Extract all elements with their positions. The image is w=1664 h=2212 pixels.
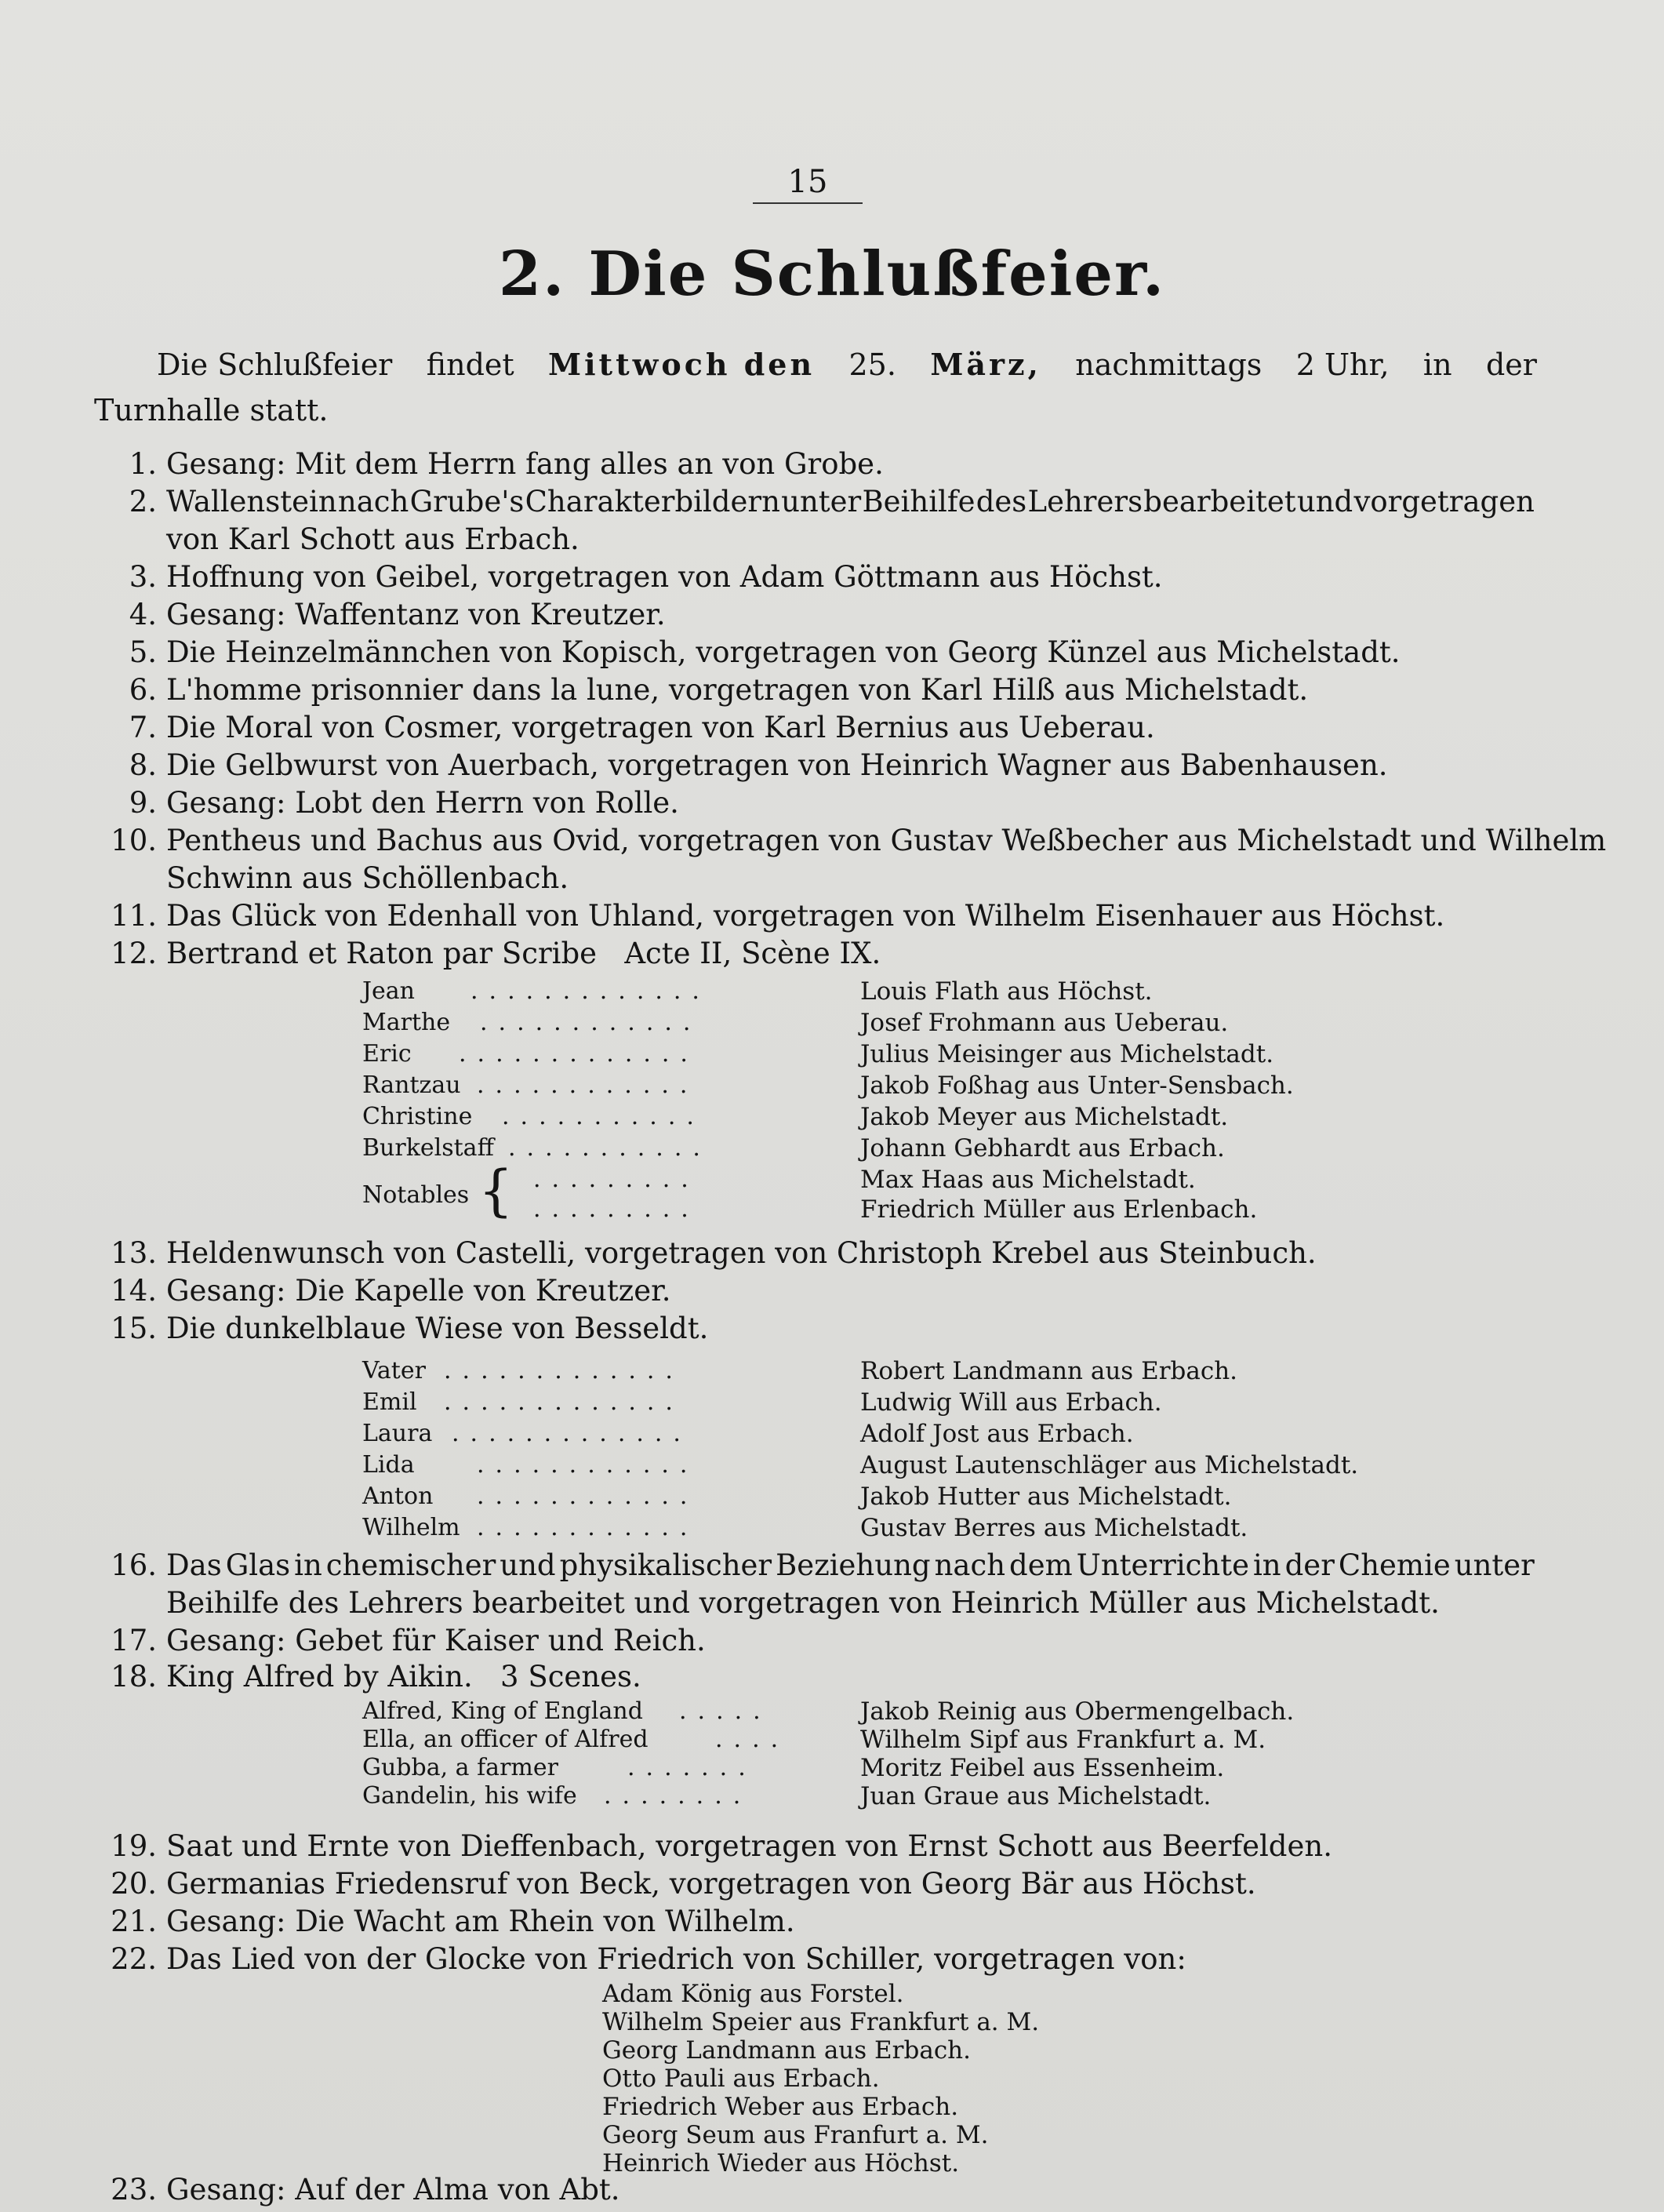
word: Beziehung (776, 1548, 931, 1582)
item-number: 4. (129, 598, 157, 631)
item-number: 8. (129, 748, 157, 782)
leader-dots: ............. (459, 1040, 699, 1068)
item-text: von Karl Schott aus Erbach. (166, 522, 579, 556)
reader-name: Otto Pauli aus Erbach. (602, 2065, 880, 2093)
reader-name: Heinrich Wieder aus Höchst. (602, 2149, 960, 2177)
actor-name: Juan Graue aus Michelstadt. (860, 1782, 1212, 1810)
intro-word: in (1422, 347, 1452, 382)
leader-dots: ........ (604, 1782, 752, 1810)
item-number: 10. (111, 824, 157, 857)
item-number: 12. (111, 937, 157, 970)
item-number: 6. (129, 673, 157, 707)
word: und (500, 1548, 556, 1582)
role-name: Rantzau (362, 1071, 461, 1099)
reader-name: Georg Seum aus Franfurt a. M. (602, 2121, 989, 2149)
leader-dots: ............ (480, 1009, 702, 1036)
word: der (1284, 1548, 1335, 1582)
actor-name: Ludwig Will aus Erbach. (860, 1388, 1162, 1417)
reader-name: Friedrich Weber aus Erbach. (602, 2093, 959, 2121)
actor-name: Julius Meisinger aus Michelstadt. (860, 1040, 1274, 1068)
item-text: L'homme prisonnier dans la lune, vorgetragen von Karl Hilß aus Michelstadt. (166, 673, 1309, 707)
item-text: Gesang: Mit dem Herrn fang alles an von Grobe. (166, 447, 884, 481)
role-name: Gubba, a farmer (362, 1754, 558, 1781)
item-text: Heldenwunsch von Castelli, vorgetragen von Christoph Krebel aus Steinbuch. (166, 1236, 1317, 1270)
intro-paragraph (94, 342, 1537, 433)
word: Beihilfe (862, 485, 976, 518)
leader-dots: ......... (533, 1195, 699, 1223)
item-text: King Alfred by Aikin. 3 Scenes. (166, 1660, 641, 1694)
role-name: Gandelin, his wife (362, 1782, 577, 1810)
word: in (1252, 1548, 1281, 1582)
actor-name: Wilhelm Sipf aus Frankfurt a. M. (860, 1726, 1266, 1754)
word: chemischer (325, 1548, 496, 1582)
item-number: 22. (111, 1942, 157, 1976)
word: Das (166, 1548, 222, 1582)
role-name: Eric (362, 1040, 412, 1068)
item-text: Germanias Friedensruf von Beck, vorgetragen von Georg Bär aus Höchst. (166, 1867, 1256, 1901)
leader-dots: ..... (679, 1697, 772, 1725)
item-text: Die Gelbwurst von Auerbach, vorgetragen von Heinrich Wagner aus Babenhausen. (166, 748, 1388, 782)
actor-name: Robert Landmann aus Erbach. (860, 1357, 1238, 1385)
word: Chemie (1338, 1548, 1451, 1582)
section-title: 2. Die Schlußfeier. (498, 238, 1166, 310)
item-number: 2. (129, 485, 157, 518)
item-text: Gesang: Gebet für Kaiser und Reich. (166, 1624, 706, 1657)
actor-name: Adolf Jost aus Erbach. (860, 1420, 1134, 1448)
item-number: 9. (129, 786, 157, 820)
leader-dots: ............. (452, 1420, 692, 1447)
reader-name: Georg Landmann aus Erbach. (602, 2036, 971, 2065)
item-text: Saat und Ernte von Dieffenbach, vorgetragen von Ernst Schott aus Beerfelden. (166, 1829, 1332, 1863)
word: und (1296, 485, 1353, 518)
item-number: 15. (111, 1312, 157, 1345)
item-text: Bertrand et Raton par Scribe Acte II, Scène IX. (166, 937, 881, 970)
actor-name: Jakob Hutter aus Michelstadt. (860, 1483, 1232, 1511)
item-number: 21. (111, 1905, 157, 1938)
intro-word: der (1485, 347, 1537, 382)
leader-dots: ............. (470, 977, 710, 1005)
role-name: Vater (362, 1357, 426, 1384)
intro-time: 2 Uhr, (1295, 347, 1390, 382)
item-number: 11. (111, 899, 157, 933)
leader-dots: ............ (477, 1483, 699, 1510)
item-number: 16. (111, 1548, 157, 1582)
word: Wallenstein (166, 485, 337, 518)
word: nach (337, 485, 409, 518)
leader-dots: ......... (533, 1166, 699, 1193)
reader-name: Wilhelm Speier aus Frankfurt a. M. (602, 2008, 1040, 2036)
word: bearbeitet (1143, 485, 1296, 518)
item-number: 3. (129, 560, 157, 594)
item-text: Gesang: Waffentanz von Kreutzer. (166, 598, 666, 631)
item-text: Gesang: Lobt den Herrn von Rolle. (166, 786, 679, 820)
leader-dots: .... (715, 1726, 790, 1753)
word: unter (1454, 1548, 1535, 1582)
role-name: Laura (362, 1420, 433, 1447)
role-name: Jean (362, 977, 415, 1005)
intro-date-month: März, (930, 347, 1041, 382)
item-text: Gesang: Die Wacht am Rhein von Wilhelm. (166, 1905, 795, 1938)
item-text: Beihilfe des Lehrers bearbeitet und vorgetragen von Heinrich Müller aus Michelstadt. (166, 1586, 1440, 1620)
intro-date-day: Mittwoch den (548, 347, 816, 382)
item-text: Schwinn aus Schöllenbach. (166, 861, 569, 895)
item-number: 1. (129, 447, 157, 481)
actor-name: Jakob Reinig aus Obermengelbach. (860, 1697, 1295, 1726)
leader-dots: ............. (444, 1388, 684, 1416)
role-name: Anton (362, 1483, 434, 1510)
actor-name: Louis Flath aus Höchst. (860, 977, 1153, 1006)
item-number: 23. (111, 2173, 157, 2207)
intro-word: 25. (848, 347, 896, 382)
item-number: 7. (129, 711, 157, 744)
item-text: Das Lied von der Glocke von Friedrich von Schiller, vorgetragen von: (166, 1942, 1186, 1976)
leader-dots: ........... (508, 1134, 711, 1162)
role-name: Marthe (362, 1009, 451, 1036)
intro-word: Die Schlußfeier (157, 347, 393, 382)
actor-name: Johann Gebhardt aus Erbach. (860, 1134, 1225, 1162)
item-text: Hoffnung von Geibel, vorgetragen von Adam Göttmann aus Höchst. (166, 560, 1163, 594)
word: in (294, 1548, 322, 1582)
item-number: 13. (111, 1236, 157, 1270)
item-number: 5. (129, 635, 157, 669)
actor-name: Max Haas aus Michelstadt. (860, 1166, 1196, 1194)
role-name: Burkelstaff (362, 1134, 494, 1162)
intro-line-1 (157, 342, 1537, 387)
leader-dots: ........... (502, 1103, 705, 1130)
item-text: Das Glück von Edenhall von Uhland, vorgetragen von Wilhelm Eisenhauer aus Höchst. (166, 899, 1445, 933)
word: physikalischer (559, 1548, 772, 1582)
item-text: Gesang: Die Kapelle von Kreutzer. (166, 1274, 671, 1308)
item-text: Gesang: Auf der Alma von Abt. (166, 2173, 620, 2207)
item-number: 19. (111, 1829, 157, 1863)
actor-name: Moritz Feibel aus Essenheim. (860, 1754, 1225, 1782)
word: des (976, 485, 1027, 518)
role-name: Wilhelm (362, 1514, 460, 1541)
role-name: Lida (362, 1451, 415, 1479)
item-text: Die dunkelblaue Wiese von Besseldt. (166, 1312, 709, 1345)
actor-name: Jakob Meyer aus Michelstadt. (860, 1103, 1229, 1131)
item-text: Die Moral von Cosmer, vorgetragen von Karl Bernius aus Ueberau. (166, 711, 1155, 744)
item-text: Pentheus und Bachus aus Ovid, vorgetragen von Gustav Weßbecher aus Michelstadt und Wilhelm (166, 824, 1607, 857)
word: dem (1009, 1548, 1073, 1582)
word: Unterrichte (1076, 1548, 1249, 1582)
role-name: Ella, an officer of Alfred (362, 1726, 649, 1753)
word: Charakterbildern (525, 485, 780, 518)
leader-dots: ............ (477, 1451, 699, 1479)
word: Lehrers (1027, 485, 1143, 518)
curly-brace: { (478, 1159, 514, 1223)
item-number: 14. (111, 1274, 157, 1308)
item-number: 18. (111, 1660, 157, 1694)
leader-dots: ............. (444, 1357, 684, 1384)
intro-word: nachmittags (1075, 347, 1263, 382)
role-name: Alfred, King of England (362, 1697, 643, 1725)
page-number: 15 (753, 163, 863, 204)
actor-name: Jakob Foßhag aus Unter-Sensbach. (860, 1071, 1294, 1100)
word: vorgetragen (1353, 485, 1535, 518)
word: Glas (225, 1548, 291, 1582)
item-number: 17. (111, 1624, 157, 1657)
intro-word: findet (426, 347, 514, 382)
item-text-justified (166, 485, 1535, 519)
word: nach (934, 1548, 1006, 1582)
reader-name: Adam König aus Forstel. (602, 1980, 904, 2008)
role-name: Emil (362, 1388, 417, 1416)
leader-dots: ....... (627, 1754, 757, 1781)
item-number: 20. (111, 1867, 157, 1901)
actor-name: Gustav Berres aus Michelstadt. (860, 1514, 1248, 1542)
item-text-justified (166, 1548, 1535, 1583)
item-text: Die Heinzelmännchen von Kopisch, vorgetragen von Georg Künzel aus Michelstadt. (166, 635, 1401, 669)
word: unter (781, 485, 862, 518)
role-name: Notables (362, 1181, 470, 1209)
role-name: Christine (362, 1103, 473, 1130)
word: Grube's (409, 485, 525, 518)
leader-dots: ............ (477, 1071, 699, 1099)
leader-dots: ............ (477, 1514, 699, 1541)
actor-name: Josef Frohmann aus Ueberau. (860, 1009, 1229, 1037)
actor-name: August Lautenschläger aus Michelstadt. (860, 1451, 1359, 1479)
intro-line-2: Turnhalle statt. (94, 393, 329, 427)
actor-name: Friedrich Müller aus Erlenbach. (860, 1195, 1258, 1224)
